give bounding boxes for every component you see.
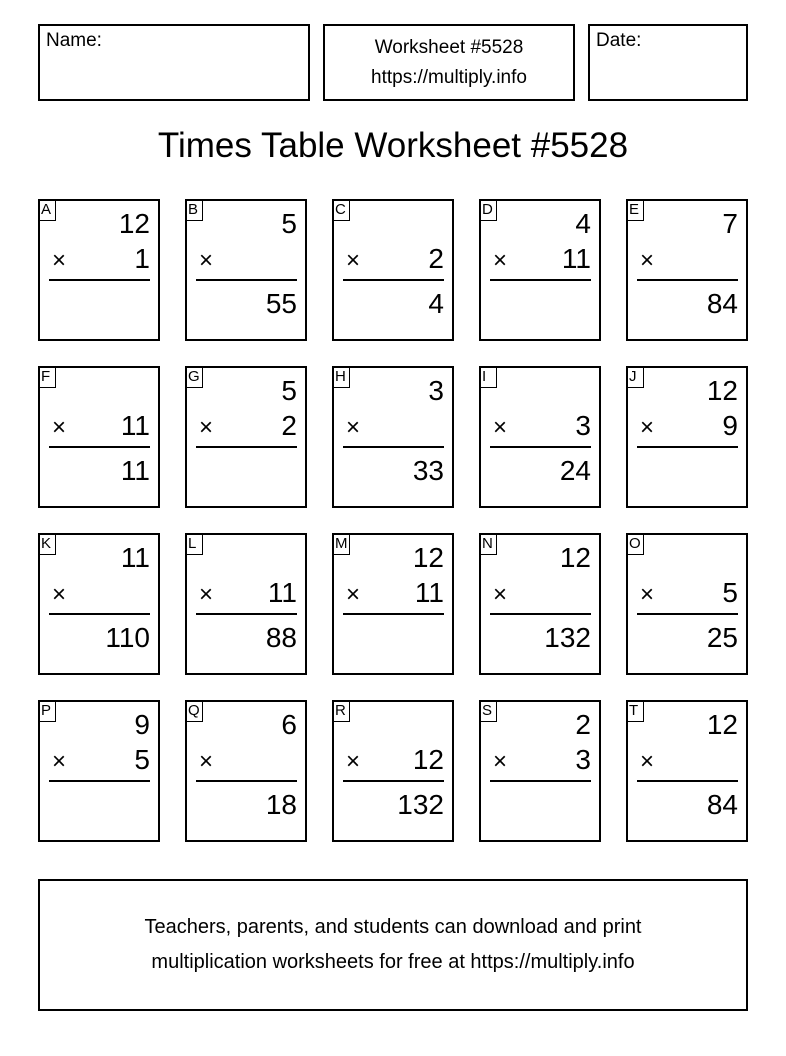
- answer-line: [196, 780, 297, 782]
- multiplicand[interactable]: 5: [281, 208, 297, 239]
- footer-box: [38, 879, 748, 1011]
- problem-label: C: [332, 199, 350, 221]
- problem-label: N: [479, 533, 497, 555]
- problem-card[interactable]: [332, 199, 454, 341]
- site-url: https://multiply.info: [371, 67, 527, 88]
- product[interactable]: 110: [105, 622, 150, 653]
- problem-card[interactable]: [626, 700, 748, 842]
- multiplicand[interactable]: 3: [428, 375, 444, 406]
- date-label: Date:: [596, 30, 642, 51]
- answer-line: [196, 446, 297, 448]
- date-field[interactable]: [588, 24, 748, 101]
- times-sign: ×: [493, 414, 508, 441]
- multiplier[interactable]: 9: [722, 410, 738, 441]
- multiplier[interactable]: 11: [414, 577, 444, 608]
- times-sign: ×: [493, 247, 508, 274]
- problem-label: L: [185, 533, 203, 555]
- problem-label: P: [38, 700, 56, 722]
- multiplicand[interactable]: 9: [134, 709, 150, 740]
- answer-line: [196, 613, 297, 615]
- answer-line: [490, 279, 591, 281]
- multiplicand[interactable]: 12: [118, 208, 150, 239]
- multiplier[interactable]: 5: [722, 577, 738, 608]
- multiplier[interactable]: 11: [120, 410, 150, 441]
- answer-line: [196, 279, 297, 281]
- answer-line: [490, 780, 591, 782]
- multiplier[interactable]: 3: [575, 410, 591, 441]
- multiplicand[interactable]: 7: [722, 208, 738, 239]
- product[interactable]: 24: [559, 455, 591, 486]
- answer-line: [49, 780, 150, 782]
- product[interactable]: 33: [412, 455, 444, 486]
- product[interactable]: 25: [706, 622, 738, 653]
- answer-line: [343, 279, 444, 281]
- product[interactable]: 11: [120, 455, 150, 486]
- times-sign: ×: [52, 247, 67, 274]
- answer-line: [637, 446, 738, 448]
- multiplicand[interactable]: 12: [706, 709, 738, 740]
- multiplier[interactable]: 2: [281, 410, 297, 441]
- problem-label: O: [626, 533, 644, 555]
- worksheet-info-box: [323, 24, 575, 101]
- answer-line: [343, 446, 444, 448]
- problem-card[interactable]: [185, 700, 307, 842]
- answer-line: [49, 446, 150, 448]
- multiplier[interactable]: 5: [134, 744, 150, 775]
- answer-line: [490, 613, 591, 615]
- problem-card[interactable]: [332, 366, 454, 508]
- times-sign: ×: [346, 414, 361, 441]
- problem-card[interactable]: [332, 533, 454, 675]
- multiplicand[interactable]: 12: [706, 375, 738, 406]
- name-label: Name:: [46, 30, 102, 51]
- times-sign: ×: [640, 414, 655, 441]
- answer-line: [637, 780, 738, 782]
- multiplier[interactable]: 12: [412, 744, 444, 775]
- times-sign: ×: [199, 247, 214, 274]
- times-sign: ×: [346, 748, 361, 775]
- problem-label: A: [38, 199, 56, 221]
- problem-label: R: [332, 700, 350, 722]
- problem-label: J: [626, 366, 644, 388]
- multiplicand[interactable]: 11: [120, 542, 150, 573]
- problem-label: M: [332, 533, 350, 555]
- product[interactable]: 18: [265, 789, 297, 820]
- worksheet-number: Worksheet #5528: [374, 37, 524, 58]
- problem-card[interactable]: [626, 533, 748, 675]
- answer-line: [637, 279, 738, 281]
- times-sign: ×: [493, 748, 508, 775]
- product[interactable]: 84: [706, 288, 738, 319]
- answer-line: [637, 613, 738, 615]
- answer-line: [490, 446, 591, 448]
- multiplier[interactable]: 2: [428, 243, 444, 274]
- answer-line: [343, 780, 444, 782]
- problem-label: Q: [185, 700, 203, 722]
- problem-card[interactable]: [38, 199, 160, 341]
- name-field[interactable]: [38, 24, 310, 101]
- problem-label: D: [479, 199, 497, 221]
- multiplicand[interactable]: 12: [559, 542, 591, 573]
- problem-card[interactable]: [185, 199, 307, 341]
- product[interactable]: 55: [265, 288, 297, 319]
- times-sign: ×: [52, 414, 67, 441]
- times-sign: ×: [640, 581, 655, 608]
- times-sign: ×: [346, 581, 361, 608]
- problem-label: H: [332, 366, 350, 388]
- multiplier[interactable]: 1: [134, 243, 150, 274]
- problem-card[interactable]: [38, 366, 160, 508]
- times-sign: ×: [52, 581, 67, 608]
- times-sign: ×: [640, 748, 655, 775]
- times-sign: ×: [199, 414, 214, 441]
- multiplicand[interactable]: 12: [412, 542, 444, 573]
- multiplier[interactable]: 3: [575, 744, 591, 775]
- times-sign: ×: [640, 247, 655, 274]
- problem-label: S: [479, 700, 497, 722]
- times-sign: ×: [199, 748, 214, 775]
- multiplicand[interactable]: 5: [281, 375, 297, 406]
- problem-label: G: [185, 366, 203, 388]
- problem-card[interactable]: [626, 199, 748, 341]
- problem-card[interactable]: [479, 366, 601, 508]
- problem-card[interactable]: [185, 533, 307, 675]
- answer-line: [49, 279, 150, 281]
- product[interactable]: 132: [544, 622, 591, 653]
- problem-card[interactable]: [185, 366, 307, 508]
- product[interactable]: 132: [397, 789, 444, 820]
- times-sign: ×: [199, 581, 214, 608]
- product[interactable]: 84: [706, 789, 738, 820]
- answer-line: [49, 613, 150, 615]
- times-sign: ×: [52, 748, 67, 775]
- problem-card[interactable]: [479, 533, 601, 675]
- times-sign: ×: [346, 247, 361, 274]
- problem-label: B: [185, 199, 203, 221]
- footer-line-1: Teachers, parents, and students can download and print: [144, 916, 642, 938]
- problem-label: T: [626, 700, 644, 722]
- problem-label: E: [626, 199, 644, 221]
- multiplier[interactable]: 11: [561, 243, 591, 274]
- problem-card[interactable]: [479, 199, 601, 341]
- problem-label: F: [38, 366, 56, 388]
- problem-label: K: [38, 533, 56, 555]
- product[interactable]: 4: [428, 288, 444, 319]
- problem-card[interactable]: [626, 366, 748, 508]
- problem-label: I: [479, 366, 497, 388]
- product[interactable]: 88: [265, 622, 297, 653]
- page-title: Times Table Worksheet #5528: [157, 126, 629, 165]
- problem-card[interactable]: [332, 700, 454, 842]
- multiplier[interactable]: 11: [267, 577, 297, 608]
- problem-card[interactable]: [479, 700, 601, 842]
- answer-line: [343, 613, 444, 615]
- times-sign: ×: [493, 581, 508, 608]
- problem-card[interactable]: [38, 533, 160, 675]
- footer-line-2: multiplication worksheets for free at https://multiply.info: [151, 951, 635, 973]
- multiplicand[interactable]: 4: [575, 208, 591, 239]
- problem-card[interactable]: [38, 700, 160, 842]
- multiplicand[interactable]: 2: [575, 709, 591, 740]
- multiplicand[interactable]: 6: [281, 709, 297, 740]
